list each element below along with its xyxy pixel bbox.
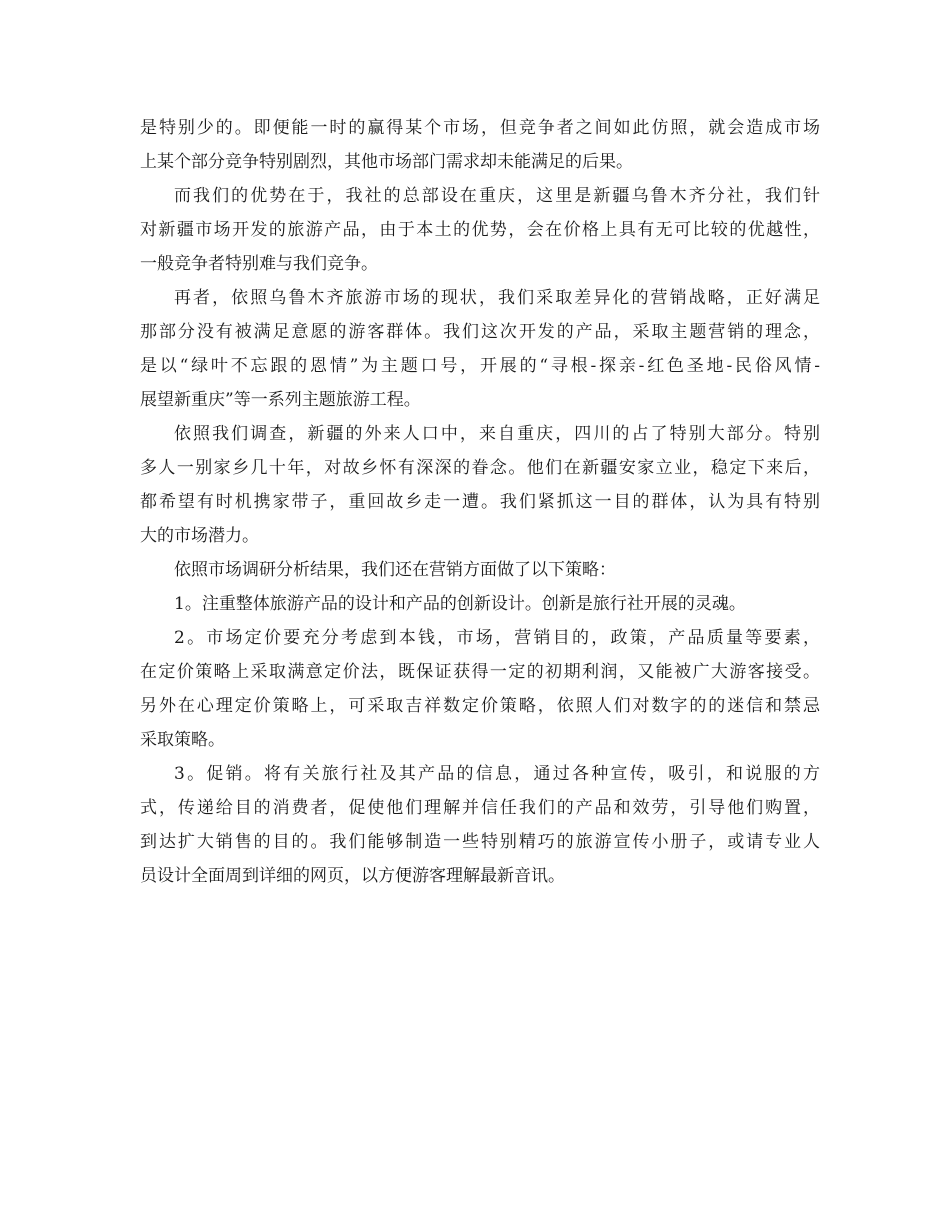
text-line: 是以“绿叶不忘跟的恩情”为主题口号，开展的“寻根-探亲-红色圣地-民俗风情- [140, 356, 820, 376]
text-line: 依照我们调查，新疆的外来人口中，来自重庆，四川的占了特别大部分。特别 [174, 424, 820, 444]
text-line: 到达扩大销售的目的。我们能够制造一些特别精巧的旅游宣传小册子，或请专业人 [140, 832, 820, 852]
text-line: 那部分没有被满足意愿的游客群体。我们这次开发的产品，采取主题营销的理念， [140, 322, 820, 342]
text-line: 展望新重庆”等一系列主题旅游工程。 [140, 390, 421, 410]
text-line: 而我们的优势在于，我社的总部设在重庆，这里是新疆乌鲁木齐分社，我们针 [174, 186, 820, 206]
text-line: 员设计全面周到详细的网页，以方便游客理解最新音讯。 [140, 866, 565, 886]
text-line: 2。市场定价要充分考虑到本钱，市场，营销目的，政策，产品质量等要素， [174, 628, 820, 648]
text-line: 再者，依照乌鲁木齐旅游市场的现状，我们采取差异化的营销战略，正好满足 [174, 288, 820, 308]
text-line: 是特别少的。即便能一时的赢得某个市场，但竞争者之间如此仿照，就会造成市场 [140, 118, 820, 138]
text-line: 1。注重整体旅游产品的设计和产品的创新设计。创新是旅行社开展的灵魂。 [174, 594, 746, 614]
text-line: 3。促销。将有关旅行社及其产品的信息，通过各种宣传，吸引，和说服的方 [174, 764, 820, 784]
text-line: 在定价策略上采取满意定价法，既保证获得一定的初期利润，又能被广大游客接受。 [140, 662, 820, 682]
text-line: 大的市场潜力。 [140, 526, 259, 546]
text-line: 式，传递给目的消费者，促使他们理解并信任我们的产品和效劳，引导他们购置， [140, 798, 820, 818]
text-line: 都希望有时机携家带子，重回故乡走一遭。我们紧抓这一目的群体，认为具有特别 [140, 492, 820, 512]
text-line: 一般竞争者特别难与我们竞争。 [140, 254, 378, 274]
text-line: 多人一别家乡几十年，对故乡怀有深深的眷念。他们在新疆安家立业，稳定下来后， [140, 458, 820, 478]
text-line: 上某个部分竞争特别剧烈，其他市场部门需求却未能满足的后果。 [140, 152, 633, 172]
text-line: 采取策略。 [140, 730, 225, 750]
text-line: 另外在心理定价策略上，可采取吉祥数定价策略，依照人们对数字的的迷信和禁忌 [140, 696, 820, 716]
document-body [140, 111, 820, 893]
text-line: 对新疆市场开发的旅游产品，由于本土的优势，会在价格上具有无可比较的优越性， [140, 220, 820, 240]
text-line: 依照市场调研分析结果，我们还在营销方面做了以下策略： [174, 560, 616, 580]
